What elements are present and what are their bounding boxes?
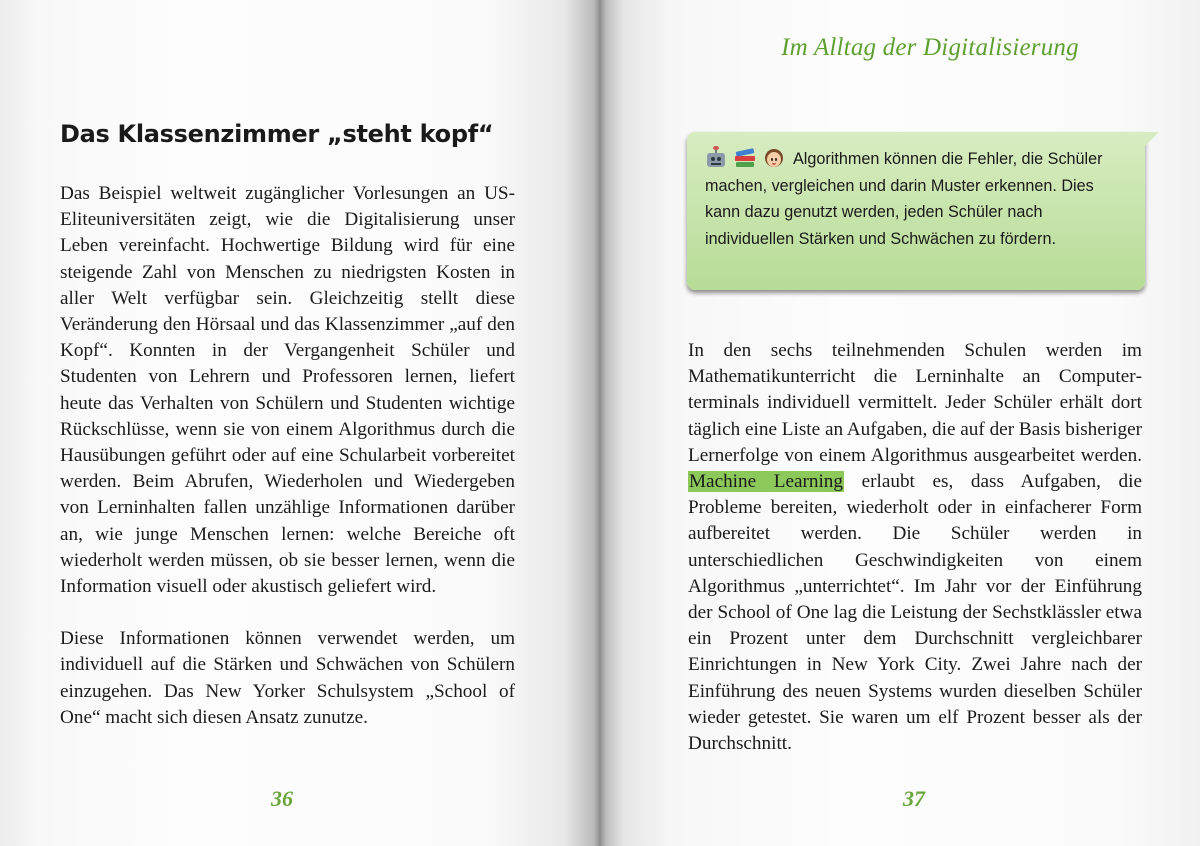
chapter-running-title: Im Alltag der Digitalisierung xyxy=(781,34,1079,61)
paragraph xyxy=(688,338,1142,757)
page-number-right: 37 xyxy=(903,786,925,811)
callout-text: Algorithmen können die Fehler, die Schüler machen, vergleichen und darin Muster erkennen. Dies kann dazu genutzt werden, jeden Schüler nach individuellen Stärken und Schwächen zu fördern. xyxy=(705,150,1103,248)
paragraph: Diese Informationen können verwendet werden, um individuell auf die Stärken und Schwächen von Schülern einzugehen. Das New Yorker Schulsystem „School of One“ macht sich diesen Ansatz zunutze. xyxy=(60,628,515,728)
body-text-before: In den sechs teilnehmenden Schulen werden im Mathematikunterricht die Lerninhalte an Computerterminals individuell vermittelt. Jeder Schüler erhält dort täglich eine Liste an Aufgaben, die auf der Basis bisheriger Lernerfolge von einem Algorithmus ausgearbeitet werden. xyxy=(688,340,1142,466)
robot-icon xyxy=(705,147,727,169)
highlighted-term: Machine Learning xyxy=(689,471,843,493)
section-heading: Das Klassenzimmer „steht kopf“ xyxy=(60,120,494,148)
paragraph: Das Beispiel weltweit zugänglicher Vorlesungen an US-Eliteuniversitäten zeigt, wie die Digitalisierung unser Leben vereinfacht. Hochwertige Bildung wird für eine steigende Zahl von Menschen zu niedrigsten Kosten in aller Welt verfügbar sein. Gleichzeitig stellt diese Veränderung den Hörsaal und das Klassenzimmer „auf den Kopf“. Konnten in der Vergangenheit Schüler und Studenten von Lehrern und Professoren lernen, liefert heute das Verhalten von Schülern und Studenten wichtige Rückschlüsse, wenn sie von einem Algorithmus durch die Hausübungen geführt oder auf eine Schularbeit vorbereitet werden. Beim Abrufen, Wiederholen und Wiedergeben von Lerninhalten fallen unzählige Informationen darüber an, wie junge Menschen lernen: welche Bereiche oft wiederholt werden müssen, ob sie besser lernen, wenn die Information visuell oder akustisch geliefert wird. xyxy=(60,183,515,598)
callout-box xyxy=(687,132,1145,290)
callout-tail xyxy=(1145,132,1159,146)
left-body-text xyxy=(60,181,515,731)
girl-icon xyxy=(763,147,785,169)
books-icon xyxy=(734,147,756,169)
page-number-left: 36 xyxy=(271,786,293,811)
callout-icons xyxy=(705,147,785,169)
right-body-text xyxy=(688,338,1142,757)
right-page xyxy=(600,0,1200,846)
body-text-after: erlaubt es, dass Aufgaben, die Probleme bereiten, wiederholt oder in einfacherer Form aufbereitet werden. Die Schüler werden in unterschiedlichen Geschwindigkeiten von einem Algorithmus „unterrichtet“. Im Jahr vor der Einführung der School of One lag die Leistung der Sechstklässler etwa ein Prozent unter dem Durchschnitt vergleichbarer Einrichtungen in New York City. Zwei Jahre nach der Einführung des neuen Systems wurden dieselben Schüler wieder getestet. Sie waren um elf Prozent besser als der Durchschnitt. xyxy=(688,471,1142,755)
